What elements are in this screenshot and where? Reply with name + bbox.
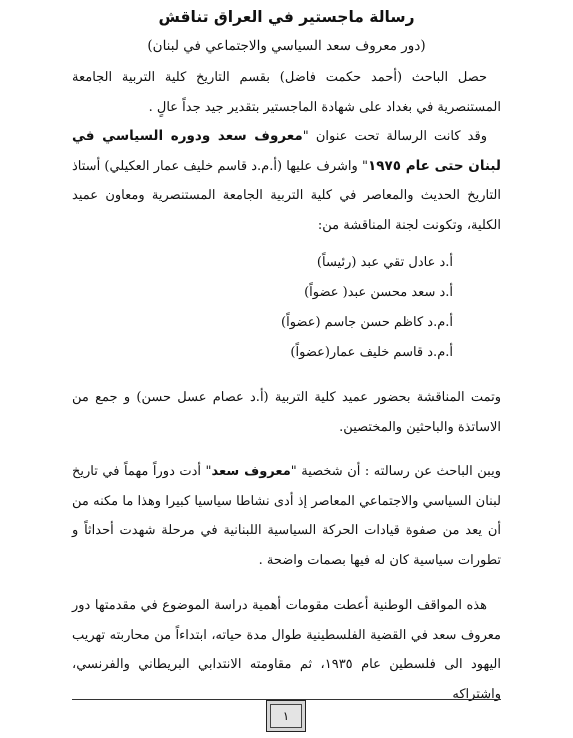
- committee-member: أ.د سعد محسن عبد( عضواً): [304, 285, 453, 300]
- paragraph-4-intro: ويبن الباحث عن رسالته : أن شخصية ": [290, 464, 501, 479]
- paragraph-4-rest: " أدت دوراً مهماً في تاريخ لبنان السياسي والاجتماعي المعاصر إذ أدى نشاطا سياسيا كبيرا وهذا ما مكنه من أن يعد من صفوة قيادات الحركة السياسية اللبنانية في مرحلة شهدت أحداثاً و تطورات سياسية كان له فيها بصمات واضحة .: [72, 464, 501, 568]
- page-title: رسالة ماجستير في العراق تناقش: [158, 8, 415, 26]
- page-number-box: [266, 700, 306, 732]
- paragraph-5: هذه المواقف الوطنية أعطت مقومات أهمية دراسة الموضوع في مقدمتها دور معروف سعد في القضية الفلسطينية طوال مدة حياته، ابتداءاً من محاربته تهريب اليهود الى فلسطين عام ١٩٣٥، ثم مقاومته الانتدابي البريطاني والفرنسي، واشتراكه: [72, 598, 502, 702]
- paragraph-1: حصل الباحث (أحمد حكمت فاضل) بقسم التاريخ كلية التربية الجامعة المستنصرية في بغداد على شهادة الماجستير بتقدير جيد جداً عالٍ .: [72, 70, 501, 115]
- committee-member: أ.د عادل تقي عبد (رئيساً): [316, 255, 453, 270]
- committee-list: [193, 248, 453, 368]
- thesis-title: معروف سعد ودوره السياسي في لبنان حتى عام ١٩٧٥: [72, 128, 501, 174]
- paragraph-2-intro: وقد كانت الرسالة تحت عنوان ": [302, 129, 488, 144]
- paragraph-4: [72, 457, 501, 575]
- paragraph-3: وتمت المناقشة بحضور عميد كلية التربية (أ.د عصام عسل حسن) و جمع من الاساتذة والباحثين والمختصين.: [72, 390, 501, 435]
- committee-member: أ.م.د كاظم حسن جاسم (عضواً): [281, 315, 453, 330]
- paragraph-2-rest: " واشرف عليها (أ.م.د قاسم خليف عمار العكيلي) أستاذ التاريخ الحديث والمعاصر في كلية التربية الجامعة المستنصرية ومعاون عميد الكلية، وتكونت لجنة المناقشة من:: [72, 158, 501, 233]
- person-name: معروف سعد: [211, 464, 291, 479]
- page-number: ١: [270, 704, 302, 728]
- page-subtitle: (دور معروف سعد السياسي والاجتماعي في لبنان): [147, 38, 426, 54]
- committee-member: أ.م.د قاسم خليف عمار(عضواً): [290, 345, 453, 360]
- paragraph-2: [72, 122, 501, 240]
